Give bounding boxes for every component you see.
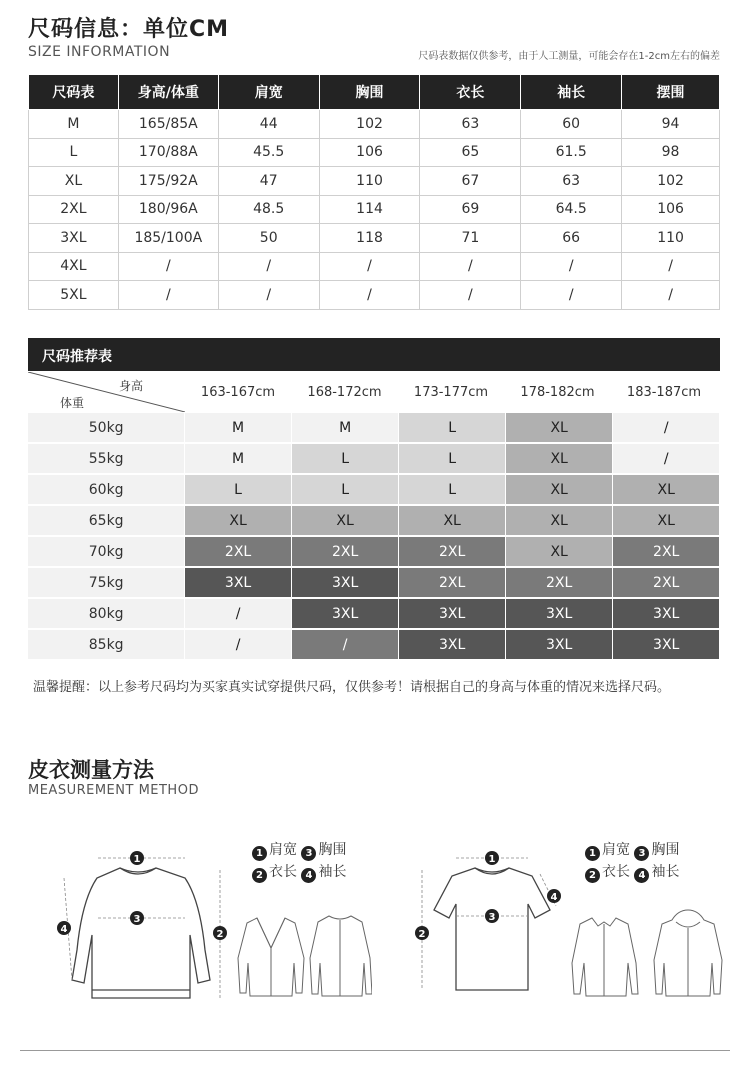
size-table-header <box>29 75 720 110</box>
size-cell: / <box>319 252 420 281</box>
recommend-size-cell: M <box>292 413 399 442</box>
size-cell: M <box>29 110 119 139</box>
legend-label: 衣长 <box>269 864 297 880</box>
size-info-title: 尺码信息：单位CM <box>28 17 230 42</box>
weight-label: 80kg <box>28 599 184 628</box>
size-cell: / <box>521 281 622 310</box>
num-badge: 4 <box>634 868 649 883</box>
recommend-size-cell: XL <box>506 506 613 535</box>
size-cell: / <box>118 252 218 281</box>
recommend-size-cell: 3XL <box>399 630 505 659</box>
size-cell: / <box>622 281 720 310</box>
size-cell: 45.5 <box>218 138 319 167</box>
num-badge: 1 <box>252 846 267 861</box>
svg-text:4: 4 <box>550 892 558 903</box>
size-cell: 69 <box>420 195 521 224</box>
weight-label: 65kg <box>28 506 184 535</box>
recommend-size-cell: L <box>399 475 505 504</box>
recommend-size-cell: 2XL <box>613 537 719 566</box>
size-header-cell: 衣长 <box>420 75 521 110</box>
num-badge: 2 <box>252 868 267 883</box>
size-cell: / <box>420 252 521 281</box>
legend-row-1 <box>585 839 679 861</box>
recommend-size-cell: XL <box>506 444 613 473</box>
recommend-size-cell: 2XL <box>185 537 291 566</box>
size-table-row <box>29 195 720 224</box>
size-cell: / <box>622 252 720 281</box>
recommend-size-cell: 3XL <box>613 599 719 628</box>
recommend-size-cell: L <box>292 444 399 473</box>
recommend-size-cell: XL <box>613 475 719 504</box>
legend-right <box>585 839 679 883</box>
num-badge: 2 <box>585 868 600 883</box>
recommend-size-cell: 2XL <box>506 568 613 597</box>
size-cell: 180/96A <box>118 195 218 224</box>
size-header-cell: 尺码表 <box>29 75 119 110</box>
recommend-size-cell: L <box>399 444 505 473</box>
long-sleeve-diagram <box>50 840 240 1010</box>
num-badge: 3 <box>634 846 649 861</box>
recommend-size-cell: / <box>613 444 719 473</box>
height-range-header: 173-177cm <box>398 372 504 412</box>
recommend-size-cell: 3XL <box>292 599 399 628</box>
size-cell: / <box>319 281 420 310</box>
legend-label: 袖长 <box>318 864 347 880</box>
recommend-row <box>28 629 720 660</box>
size-cell: 65 <box>420 138 521 167</box>
num-badge: 4 <box>301 868 316 883</box>
size-table-row <box>29 224 720 253</box>
recommend-size-cell: 2XL <box>292 537 399 566</box>
size-cell: / <box>218 252 319 281</box>
svg-text:1: 1 <box>488 854 496 865</box>
corner-diagonal <box>28 372 185 412</box>
legend-label: 肩宽 <box>602 842 630 858</box>
size-table-row <box>29 281 720 310</box>
weight-label: 70kg <box>28 537 184 566</box>
svg-text:3: 3 <box>488 912 496 923</box>
legend-label: 胸围 <box>651 842 680 858</box>
shirt-hoodie-diagram <box>570 908 730 1000</box>
weight-label: 55kg <box>28 444 184 473</box>
size-cell: 47 <box>218 167 319 196</box>
height-range-header: 163-167cm <box>185 372 291 412</box>
recommend-size-cell: 3XL <box>506 599 613 628</box>
svg-text:2: 2 <box>216 929 224 940</box>
legend-label: 肩宽 <box>269 842 297 858</box>
size-cell: / <box>420 281 521 310</box>
size-table-row <box>29 167 720 196</box>
size-note: 尺码表数据仅供参考，由于人工测量，可能会存在1-2cm左右的偏差 <box>418 51 720 62</box>
size-cell: 63 <box>420 110 521 139</box>
recommend-row <box>28 412 720 443</box>
weight-label: 75kg <box>28 568 184 597</box>
weight-label: 50kg <box>28 413 184 442</box>
svg-text:2: 2 <box>418 929 426 940</box>
tshirt-diagram <box>410 840 580 1000</box>
size-cell: 106 <box>319 138 420 167</box>
recommend-row <box>28 474 720 505</box>
corner-weight-label: 体重 <box>60 396 85 410</box>
size-cell: 64.5 <box>521 195 622 224</box>
recommend-size-cell: XL <box>185 506 291 535</box>
recommend-size-cell: L <box>185 475 291 504</box>
svg-text:1: 1 <box>133 854 141 865</box>
size-cell: 67 <box>420 167 521 196</box>
size-table-row <box>29 110 720 139</box>
size-cell: 106 <box>622 195 720 224</box>
size-cell: / <box>218 281 319 310</box>
size-cell: 60 <box>521 110 622 139</box>
recommend-size-cell: 3XL <box>399 599 505 628</box>
bottom-divider <box>20 1050 730 1051</box>
size-table <box>28 74 720 310</box>
recommend-row <box>28 536 720 567</box>
height-range-header: 168-172cm <box>291 372 398 412</box>
size-cell: 165/85A <box>118 110 218 139</box>
size-cell: / <box>521 252 622 281</box>
num-badge: 3 <box>301 846 316 861</box>
recommend-size-cell: M <box>185 413 291 442</box>
recommend-size-cell: / <box>185 630 291 659</box>
size-table-row <box>29 252 720 281</box>
recommend-size-cell: XL <box>399 506 505 535</box>
measure-title: 皮衣测量方法 <box>28 758 154 782</box>
size-cell: 2XL <box>29 195 119 224</box>
size-cell: 50 <box>218 224 319 253</box>
size-cell: 170/88A <box>118 138 218 167</box>
recommend-size-cell: 3XL <box>506 630 613 659</box>
size-cell: 94 <box>622 110 720 139</box>
recommend-size-cell: XL <box>506 413 613 442</box>
recommend-row <box>28 505 720 536</box>
height-range-header: 183-187cm <box>611 372 717 412</box>
recommend-size-cell: M <box>185 444 291 473</box>
legend-row-2 <box>585 861 679 883</box>
recommend-size-cell: XL <box>506 475 613 504</box>
recommend-size-cell: L <box>292 475 399 504</box>
size-cell: 114 <box>319 195 420 224</box>
recommend-size-cell: / <box>185 599 291 628</box>
recommend-row <box>28 443 720 474</box>
measure-subtitle: MEASUREMENT METHOD <box>28 783 199 798</box>
svg-text:4: 4 <box>60 924 68 935</box>
size-header-cell: 肩宽 <box>218 75 319 110</box>
legend-label: 胸围 <box>318 842 347 858</box>
size-header-cell: 袖长 <box>521 75 622 110</box>
weight-label: 85kg <box>28 630 184 659</box>
size-cell: 185/100A <box>118 224 218 253</box>
recommend-size-cell: 3XL <box>185 568 291 597</box>
weight-label: 60kg <box>28 475 184 504</box>
recommend-size-cell: XL <box>613 506 719 535</box>
recommend-row <box>28 567 720 598</box>
size-header-cell: 胸围 <box>319 75 420 110</box>
corner-height-label: 身高 <box>118 379 143 393</box>
size-table-row <box>29 138 720 167</box>
legend-left <box>252 839 346 883</box>
num-badge: 1 <box>585 846 600 861</box>
size-cell: 102 <box>622 167 720 196</box>
legend-row-2 <box>252 861 346 883</box>
recommend-row <box>28 598 720 629</box>
recommend-size-cell: XL <box>292 506 399 535</box>
recommend-size-cell: 3XL <box>292 568 399 597</box>
recommend-header-row <box>28 372 720 412</box>
jackets-diagram <box>232 908 372 1000</box>
recommend-size-cell: / <box>613 413 719 442</box>
size-cell: 3XL <box>29 224 119 253</box>
recommend-size-cell: 2XL <box>613 568 719 597</box>
size-cell: 118 <box>319 224 420 253</box>
recommend-size-cell: 2XL <box>399 568 505 597</box>
recommend-size-cell: / <box>292 630 399 659</box>
size-cell: 5XL <box>29 281 119 310</box>
recommend-size-cell: 2XL <box>399 537 505 566</box>
legend-row-1 <box>252 839 346 861</box>
size-header-cell: 摆围 <box>622 75 720 110</box>
size-cell: 175/92A <box>118 167 218 196</box>
marker-icons <box>415 851 561 940</box>
size-info-subtitle: SIZE INFORMATION <box>28 44 171 60</box>
legend-label: 袖长 <box>651 864 680 880</box>
height-range-header: 178-182cm <box>504 372 611 412</box>
recommend-title: 尺码推荐表 <box>28 338 720 371</box>
recommend-size-cell: L <box>399 413 505 442</box>
size-cell: 61.5 <box>521 138 622 167</box>
size-cell: 63 <box>521 167 622 196</box>
size-cell: 4XL <box>29 252 119 281</box>
size-cell: 102 <box>319 110 420 139</box>
reminder-text: 温馨提醒：以上参考尺码均为买家真实试穿提供尺码，仅供参考！请根据自己的身高与体重的情况来选择尺码。 <box>33 680 671 695</box>
size-cell: 98 <box>622 138 720 167</box>
size-header-cell: 身高/体重 <box>118 75 218 110</box>
recommend-corner <box>28 372 185 412</box>
size-cell: 44 <box>218 110 319 139</box>
size-cell: 110 <box>622 224 720 253</box>
size-cell: / <box>118 281 218 310</box>
size-cell: 48.5 <box>218 195 319 224</box>
size-cell: 110 <box>319 167 420 196</box>
recommend-grid <box>28 372 720 660</box>
size-cell: 66 <box>521 224 622 253</box>
recommend-size-cell: 3XL <box>613 630 719 659</box>
size-cell: XL <box>29 167 119 196</box>
legend-label: 衣长 <box>602 864 630 880</box>
size-cell: 71 <box>420 224 521 253</box>
size-cell: L <box>29 138 119 167</box>
svg-text:3: 3 <box>133 914 141 925</box>
recommend-size-cell: XL <box>506 537 613 566</box>
size-table-body <box>29 110 720 310</box>
